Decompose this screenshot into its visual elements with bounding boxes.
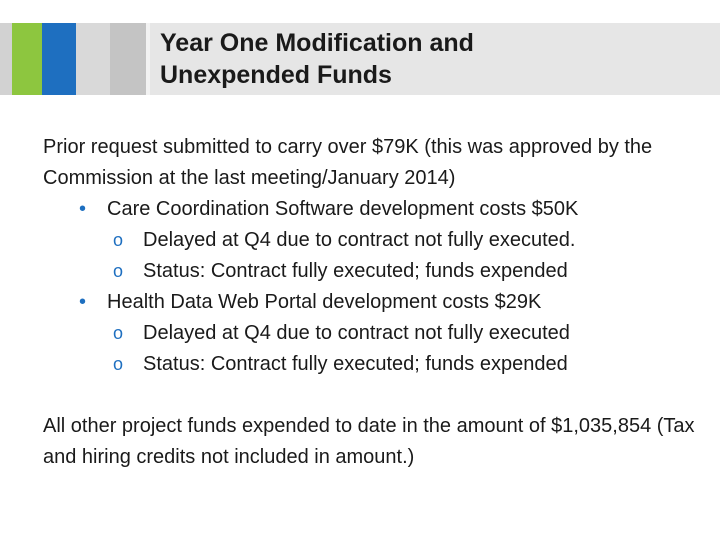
sub-bullet-item (43, 349, 703, 380)
header-stripe (110, 23, 146, 95)
header-stripe (146, 23, 150, 95)
sub-bullet-item (43, 225, 703, 256)
sub-bullet-item (43, 318, 703, 349)
bullet-item (43, 194, 703, 225)
title-line-1: Year One Modification and (160, 29, 474, 57)
sub-bullet-icon: o (113, 354, 124, 374)
intro-paragraph: Prior request submitted to carry over $79K (this was approved by the Commission at the last meeting/January 2014) (43, 136, 653, 189)
slide-body (43, 132, 703, 473)
bullet-item (43, 287, 703, 318)
slide-title (160, 27, 700, 91)
sub-bullet-text: Delayed at Q4 due to contract not fully executed. (143, 229, 576, 251)
title-line-2: Unexpended Funds (160, 61, 392, 89)
header-stripe (76, 23, 110, 95)
sub-bullet-text: Delayed at Q4 due to contract not fully executed (143, 322, 570, 344)
header-stripe-green (12, 23, 42, 95)
header-stripe-blue (42, 23, 76, 95)
bullet-icon: • (79, 198, 87, 220)
sub-bullet-text: Status: Contract fully executed; funds expended (143, 353, 568, 375)
sub-bullet-icon: o (113, 230, 124, 250)
sub-bullet-icon: o (113, 261, 124, 281)
sub-bullet-item (43, 256, 703, 287)
header-stripe (0, 23, 12, 95)
closing-paragraph: All other project funds expended to date in the amount of $1,035,854 (Tax and hiring credits not included in amount.) (43, 415, 695, 468)
sub-bullet-icon: o (113, 323, 124, 343)
bullet-icon: • (79, 291, 87, 313)
sub-bullet-text: Status: Contract fully executed; funds expended (143, 260, 568, 282)
bullet-text: Health Data Web Portal development costs $29K (107, 291, 542, 313)
bullet-text: Care Coordination Software development costs $50K (107, 198, 579, 220)
